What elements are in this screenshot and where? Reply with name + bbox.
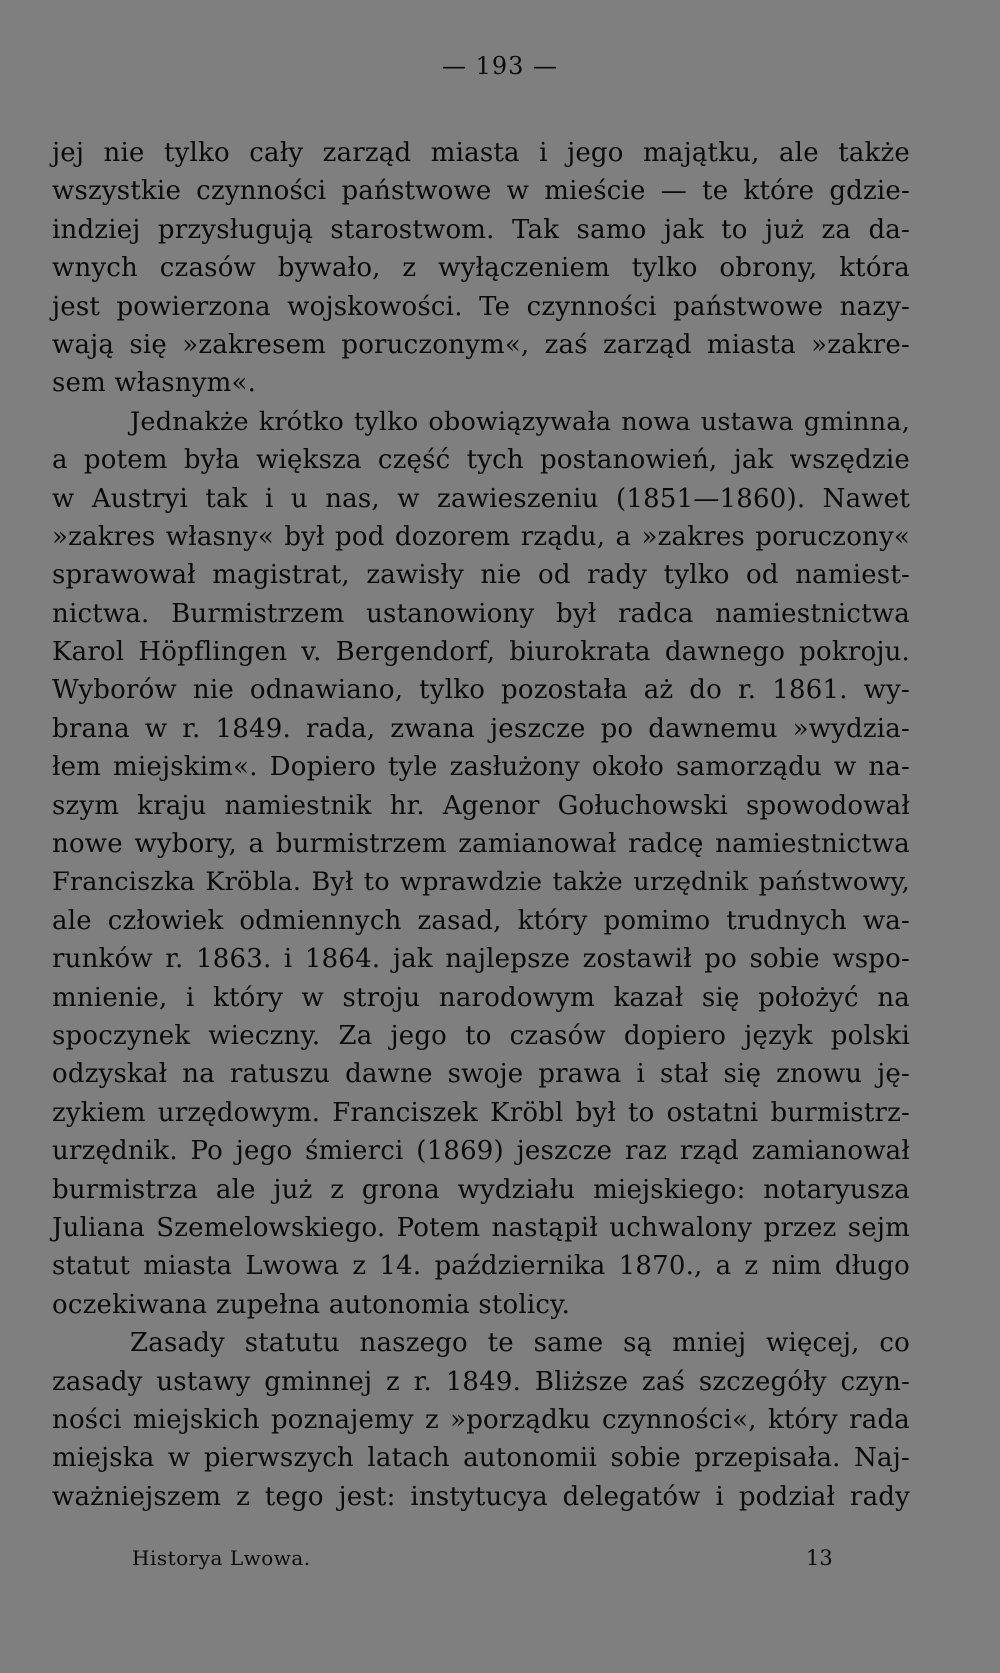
text-line: zasady ustawy gminnej z r. 1849. Bliższe zaś szczegóły czyn- — [52, 1366, 910, 1397]
text-line: łem miejskim«. Dopiero tyle zasłużony około samorządu w na- — [52, 752, 910, 783]
text-line: »zakres własny« był pod dozorem rządu, a »zakres poruczony« — [52, 521, 910, 552]
text-line: urzędnik. Po jego śmierci (1869) jeszcze raz rząd zamianował — [52, 1136, 910, 1167]
text-line: Juliana Szemelowskiego. Potem nastąpił uchwalony przez sejm — [52, 1212, 910, 1243]
text-line: zykiem urzędowym. Franciszek Kröbl był to ostatni burmistrz- — [52, 1097, 910, 1128]
text-line: jej nie tylko cały zarząd miasta i jego majątku, ale także — [52, 138, 910, 168]
text-line: wają się »zakresem poruczonym«, zaś zarząd miasta »zakre- — [52, 329, 910, 360]
text-line: w Austryi tak i u nas, w zawieszeniu (1851—1860). Nawet — [52, 483, 910, 514]
text-line: brana w r. 1849. rada, zwana jeszcze po dawnemu »wydzia- — [52, 713, 910, 744]
text-line: nictwa. Burmistrzem ustanowiony był radca namiestnictwa — [52, 598, 910, 629]
text-line: szym kraju namiestnik hr. Agenor Gołuchowski spowodował — [52, 790, 910, 821]
body-text — [52, 134, 910, 1516]
text-line: ale człowiek odmiennych zasad, który pomimo trudnych wa- — [52, 905, 910, 936]
text-line: a potem była większa część tych postanowień, jak wszędzie — [52, 445, 910, 476]
text-line: runków r. 1863. i 1864. jak najlepsze zostawił po sobie wspo- — [52, 944, 910, 975]
page-number: — 193 — — [441, 52, 559, 80]
text-line: odzyskał na ratuszu dawne swoje prawa i stał się znowu ję- — [52, 1059, 910, 1090]
text-line: jest powierzona wojskowości. Te czynności państwowe nazy- — [52, 291, 910, 322]
text-line: Franciszka Kröbla. Był to wprawdzie także urzędnik państwowy, — [52, 867, 910, 898]
text-line: ności miejskich poznajemy z »porządku czynności«, który rada — [52, 1404, 910, 1435]
paragraph-start-line: Jednakże krótko tylko obowiązywała nowa ustawa gminna, — [130, 406, 910, 437]
text-line: Wyborów nie odnawiano, tylko pozostała aż do r. 1861. wy- — [52, 675, 910, 706]
text-line: mnienie, i który w stroju narodowym kazał się położyć na — [52, 982, 910, 1013]
text-line: burmistrza ale już z grona wydziału miejskiego: notaryusza — [52, 1174, 910, 1205]
text-line: oczekiwana zupełna autonomia stolicy. — [52, 1289, 571, 1320]
text-line: miejska w pierwszych latach autonomii sobie przepisała. Naj- — [52, 1443, 910, 1474]
text-line: wnych czasów bywało, z wyłączeniem tylko obrony, która — [52, 253, 910, 284]
footer-book-title: Historya Lwowa. — [132, 1546, 311, 1570]
text-line: sem własnym«. — [52, 368, 257, 399]
text-line: Karol Höpflingen v. Bergendorf, biurokrata dawnego pokroju. — [52, 637, 910, 668]
text-line: indziej przysługują starostwom. Tak samo jak to już za da- — [52, 214, 910, 245]
text-line: wszystkie czynności państwowe w mieście — te które gdzie- — [52, 176, 910, 207]
text-line: spoczynek wieczny. Za jego to czasów dopiero język polski — [52, 1020, 910, 1051]
text-line: sprawował magistrat, zawisły nie od rady tylko od namiest- — [52, 560, 910, 591]
footer-signature-number: 13 — [806, 1546, 833, 1570]
paragraph-start-line: Zasady statutu naszego te same są mniej więcej, co — [130, 1328, 910, 1359]
text-line: statut miasta Lwowa z 14. października 1870., a z nim długo — [52, 1251, 910, 1282]
text-line: ważniejszem z tego jest: instytucya delegatów i podział rady — [52, 1481, 910, 1512]
text-line: nowe wybory, a burmistrzem zamianował radcę namiestnictwa — [52, 829, 910, 860]
